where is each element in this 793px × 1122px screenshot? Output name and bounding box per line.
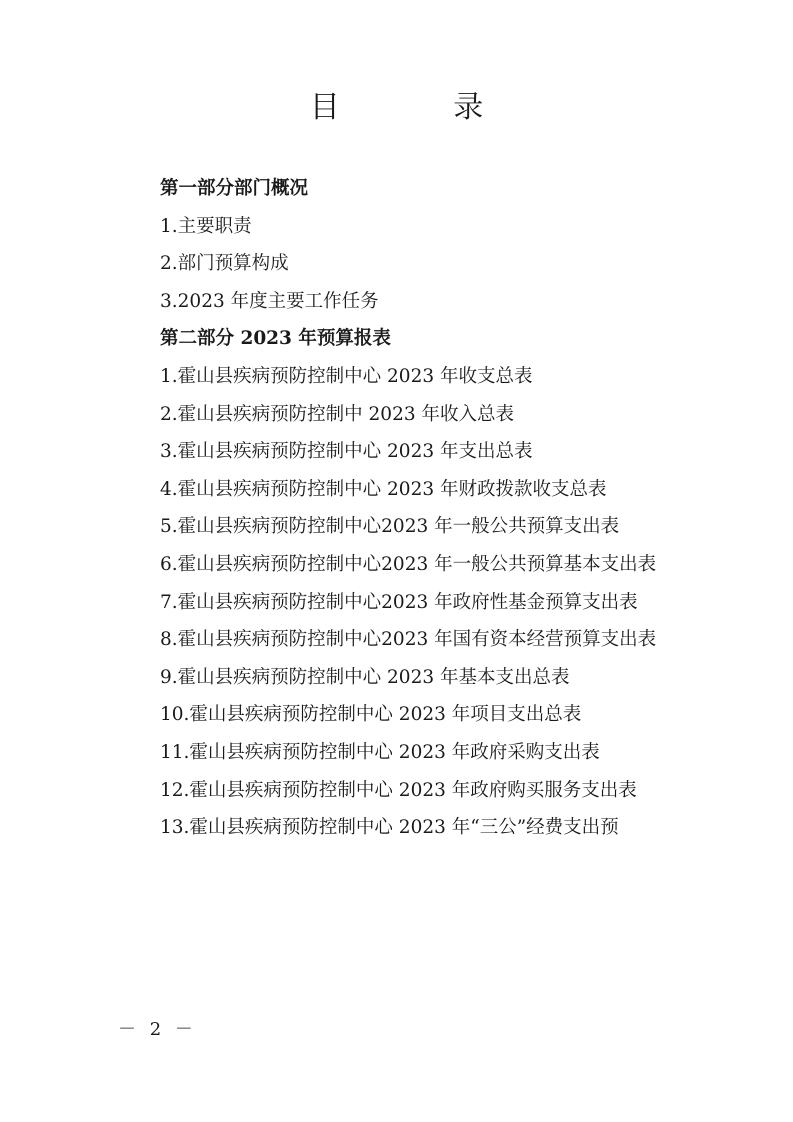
toc-section-heading: 第二部分 2023 年预算报表 [160,328,391,350]
toc-entry: 1.霍山县疾病预防控制中心 2023 年收支总表 [160,365,533,387]
toc-entry: 13.霍山县疾病预防控制中心 2023 年“三公”经费支出预 [160,817,619,839]
toc-entry: 2.霍山县疾病预防控制中 2023 年收入总表 [160,403,514,425]
toc-entry: 3.霍山县疾病预防控制中心 2023 年支出总表 [160,441,533,463]
toc-entry: 7.霍山县疾病预防控制中心2023 年政府性基金预算支出表 [160,591,638,613]
toc-entry: 1.主要职责 [160,215,252,237]
toc-entry: 10.霍山县疾病预防控制中心 2023 年项目支出总表 [160,704,582,726]
toc-entry: 11.霍山县疾病预防控制中心 2023 年政府采购支出表 [160,741,600,763]
table-of-contents [120,170,675,847]
toc-section-heading: 第一部分部门概况 [160,178,309,199]
toc-entry: 6.霍山县疾病预防控制中心2023 年一般公共预算基本支出表 [160,553,657,575]
toc-entry: 12.霍山县疾病预防控制中心 2023 年政府购买服务支出表 [160,779,637,801]
toc-entry: 3.2023 年度主要工作任务 [160,290,379,312]
toc-entry: 4.霍山县疾病预防控制中心 2023 年财政拨款收支总表 [160,478,607,500]
page-title: 目 录 [309,90,536,125]
page-number: － 2 － [118,1019,197,1040]
toc-entry: 5.霍山县疾病预防控制中心2023 年一般公共预算支出表 [160,516,620,538]
toc-entry: 8.霍山县疾病预防控制中心2023 年国有资本经营预算支出表 [160,629,657,651]
toc-entry: 2.部门预算构成 [160,253,289,275]
toc-entry: 9.霍山县疾病预防控制中心 2023 年基本支出总表 [160,666,570,688]
